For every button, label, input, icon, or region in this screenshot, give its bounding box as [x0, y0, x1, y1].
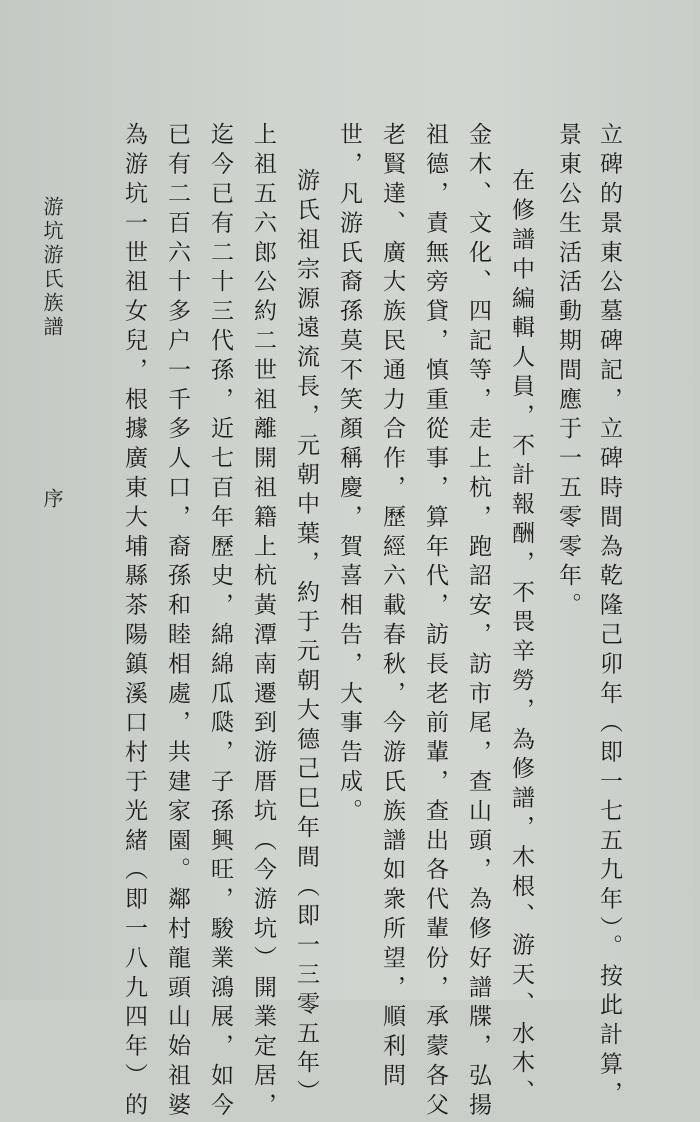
running-title: 游坑游氏族譜	[40, 196, 64, 340]
text-column: 游氏祖宗源遠流長，元朝中葉，約于元朝大德己巳年間（即一三零五年）	[293, 168, 319, 1109]
text-column: 上祖五六郎公約二世祖離開祖籍上杭黃潭南遷到游厝坑（今游坑）開業定居，	[250, 122, 276, 1122]
text-column: 立碑的景東公墓碑記，立碑時間為乾隆己卯年（即一七五九年）。按此計算，	[596, 122, 622, 1111]
text-column: 為游坑一世祖女兒，根據廣東大埔縣茶陽鎮溪口村于光緒（即一八九四年）的	[121, 122, 147, 1122]
text-column: 景東公生活活動期間應于一五零零年。	[555, 122, 581, 622]
text-column: 已有二百六十多户一千多人口，裔孫和睦相處，共建家園。鄰村龍頭山始祖婆	[164, 122, 190, 1122]
text-column: 在修譜中編輯人員，不計報酬，不畏辛勞，為修譜，木根、游天、水木、	[508, 168, 534, 1109]
text-column: 迄今已有二十三代孫，近七百年歷史，綿綿瓜瓞，子孫興旺，駿業鴻展，如今	[207, 122, 233, 1122]
section-label: 序	[40, 488, 64, 508]
text-column: 世，凡游氏裔孫莫不笑顏稱慶，賀喜相告，大事告成。	[336, 122, 362, 828]
text-column: 祖德，責無旁貸，慎重從事，算年代，訪長老前輩，查出各代輩份，承蒙各父	[422, 122, 448, 1122]
text-column: 金木、文化、四記等，走上杭，跑詔安，訪市尾，查山頭，為修好譜牒，弘揚	[465, 122, 491, 1122]
text-column: 老賢達、廣大族民通力合作，歷經六載春秋，今游氏族譜如衆所望，順利問	[379, 122, 405, 1093]
